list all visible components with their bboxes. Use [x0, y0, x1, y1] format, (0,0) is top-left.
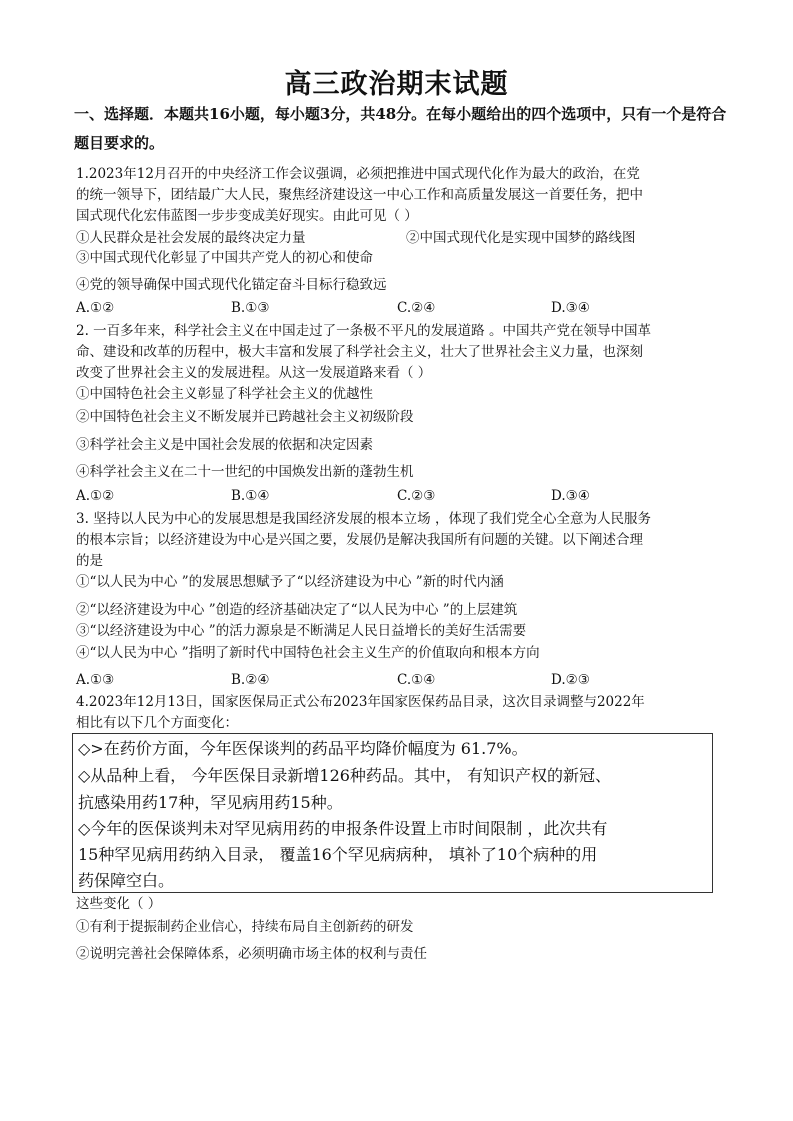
- q2-stem-line: 改变了世界社会主义的发展进程。从这一发展道路来看（ ）: [76, 365, 432, 381]
- q1-option-b[interactable]: B.①③: [231, 300, 270, 316]
- q2-option-a[interactable]: A.①②: [76, 488, 115, 504]
- q4-material-line: 药保障空白。: [78, 871, 175, 890]
- q4-material-line: ◇今年的医保谈判未对罕见病用药的申报条件设置上市时间限制 ，此次共有: [78, 819, 608, 838]
- q1-option-c[interactable]: C.②④: [397, 300, 436, 316]
- q3-stem-line: 的是: [76, 553, 103, 569]
- q2-statement-1: ①中国特色社会主义彰显了科学社会主义的优越性: [76, 386, 373, 402]
- q1-statement-1: ①人民群众是社会发展的最终决定力量: [76, 230, 306, 246]
- q2-statement-4: ④科学社会主义在二十一世纪的中国焕发出新的蓬勃生机: [76, 464, 414, 480]
- section-intro: 一、选择题．本题共16小题，每小题3分，共48分。在每小题给出的四个选项中，只有一个是符合题目要求的。: [74, 105, 727, 152]
- q4-tail: 这些变化（ ）: [76, 896, 162, 912]
- q3-option-c[interactable]: C.①④: [397, 672, 436, 688]
- q1-statement-4: ④党的领导确保中国式现代化锚定奋斗目标行稳致远: [76, 277, 387, 293]
- q3-option-b[interactable]: B.②④: [231, 672, 270, 688]
- q3-statement-1: ①“以人民为中心 ”的发展思想赋予了“以经济建设为中心 ”新的时代内涵: [76, 574, 504, 590]
- q2-statement-3: ③科学社会主义是中国社会发展的依据和决定因素: [76, 437, 373, 453]
- q2-option-b[interactable]: B.①④: [231, 488, 270, 504]
- q3-option-a[interactable]: A.①③: [76, 672, 115, 688]
- q3-statement-4: ④“以人民为中心 ”指明了新时代中国特色社会主义生产的价值取向和根本方向: [76, 645, 540, 661]
- q4-material-line: 抗感染用药17种，罕见病用药15种。: [78, 793, 343, 812]
- q3-stem-line: 的根本宗旨；以经济建设为中心是兴国之要，发展仍是解决我国所有问题的关键。以下阐述合理: [76, 532, 643, 548]
- q3-statement-2: ②“以经济建设为中心 ”创造的经济基础决定了“以人民为中心 ”的上层建筑: [76, 602, 518, 618]
- q1-stem-line: 1.2023年12月召开的中央经济工作会议强调，必须把推进中国式现代化作为最大的政治，在党: [76, 166, 640, 182]
- q1-stem-line: 国式现代化宏伟蓝图一步步变成美好现实。由此可见（ ）: [76, 208, 418, 224]
- q1-option-d[interactable]: D.③④: [551, 300, 590, 316]
- q3-option-d[interactable]: D.②③: [551, 672, 590, 688]
- q1-option-a[interactable]: A.①②: [76, 300, 115, 316]
- q2-option-c[interactable]: C.②③: [397, 488, 436, 504]
- q3-statement-3: ③“以经济建设为中心 ”的活力源泉是不断满足人民日益增长的美好生活需要: [76, 623, 527, 639]
- q1-statement-3: ③中国式现代化彰显了中国共产党人的初心和使命: [76, 250, 373, 266]
- q2-stem-line: 命、建设和改革的历程中，极大丰富和发展了科学社会主义，壮大了世界社会主义力量，也深刻: [76, 344, 643, 360]
- q1-stem-line: 的统一领导下，团结最广大人民，聚焦经济建设这一中心工作和高质量发展这一首要任务，把中: [76, 187, 643, 203]
- q4-stem-line: 4.2023年12月13日，国家医保局正式公布2023年国家医保药品目录，这次目录调整与2022年: [76, 694, 645, 710]
- q2-statement-2: ②中国特色社会主义不断发展并已跨越社会主义初级阶段: [76, 409, 414, 425]
- page-title: 高三政治期末试题: [284, 69, 509, 100]
- q4-stem-line: 相比有以下几个方面变化：: [76, 715, 238, 731]
- q1-statement-2: ②中国式现代化是实现中国梦的路线图: [406, 230, 636, 246]
- q2-option-d[interactable]: D.③④: [551, 488, 590, 504]
- q4-material-line: ◇>在药价方面，今年医保谈判的药品平均降价幅度为 61.7%。: [78, 739, 528, 758]
- q2-stem-line: 2. 一百多年来，科学社会主义在中国走过了一条极不平凡的发展道路 。中国共产党在领导中国革: [76, 323, 651, 339]
- q3-stem-line: 3. 坚持以人民为中心的发展思想是我国经济发展的根本立场 ，体现了我们党全心全意为人民服务: [76, 511, 651, 527]
- q4-statement-1: ①有利于提振制药企业信心，持续布局自主创新药的研发: [76, 919, 414, 935]
- q4-material-line: ◇从品种上看， 今年医保目录新增126种药品。其中， 有知识产权的新冠、: [78, 766, 612, 785]
- q4-statement-2: ②说明完善社会保障体系，必须明确市场主体的权利与责任: [76, 946, 427, 962]
- q4-material-line: 15种罕见病用药纳入目录， 覆盖16个罕见病病种， 填补了10个病种的用: [78, 845, 598, 864]
